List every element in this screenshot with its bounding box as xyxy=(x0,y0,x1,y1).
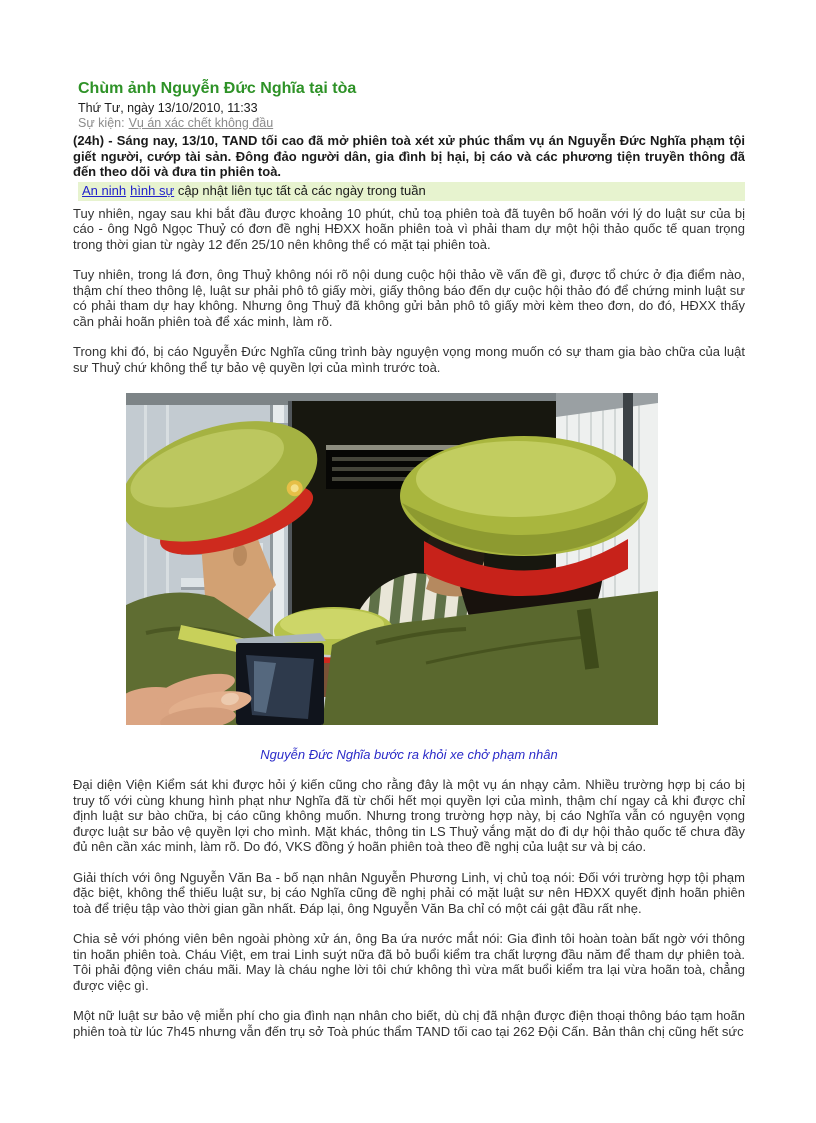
event-label: Sự kiện: xyxy=(78,116,125,130)
promo-link-an-ninh[interactable]: An ninh xyxy=(82,182,127,198)
paragraph: Một nữ luật sư bảo vệ miễn phí cho gia đình nạn nhân cho biết, dù chị đã nhận được điện thoại thông báo tạm hoãn phiên toà từ lúc 7h45 nhưng vẫn đến trụ sở Toà phúc thẩm TAND tối cao tại 262 Đội Cấn. Bản thân chị cũng hết sức xyxy=(73,1008,745,1039)
photo-camera-phone xyxy=(234,633,326,725)
paragraph: Giải thích với ông Nguyễn Văn Ba - bố nạn nhân Nguyễn Phương Linh, vị chủ toạ nói: Đối với trường hợp tội phạm đặc biệt, không thể thiếu luật sư, bị cáo Nghĩa cũng đề nghị phải có mặt luật sư nên HĐXX quyết định hoãn phiên toà để triệu tập vào thời gian gần nhất. Đáp lại, ông Nguyễn Văn Ba chỉ có một cái gật đầu rất nhẹ. xyxy=(73,869,745,916)
promo-text: cập nhật liên tục tất cả các ngày trong tuần xyxy=(174,182,426,198)
paragraph: Tuy nhiên, trong lá đơn, ông Thuỷ không nói rõ nội dung cuộc hội thảo về vấn đề gì, được tổ chức ở địa điểm nào, thậm chí theo thông lệ, luật sư phải phô tô giấy mời, giấy thông báo đến dự cuộc hội thảo đó để chứng minh luật sư có phải tham dự hay không. Nhưng ông Thuỷ đã không gửi bản phô tô giấy mời kèm theo đơn, do đó, HĐXX thấy cần phải hoãn phiên toà để xác minh, làm rõ. xyxy=(73,267,745,329)
paragraph: Chia sẻ với phóng viên bên ngoài phòng xử án, ông Ba ứa nước mắt nói: Gia đình tôi hoàn toàn bất ngờ với thông tin hoãn phiên toà. Cháu Việt, em trai Linh suýt nữa đã bỏ buổi kiểm tra chất lượng đầu năm để tham dự phiên toà. Tôi phải động viên cháu mãi. May là cháu nghe lời tôi chứ không thì vừa mất buổi kiểm tra lại vừa hoãn toà, chẳng được việc gì. xyxy=(73,931,745,993)
event-line xyxy=(78,116,745,131)
article-figure xyxy=(73,393,745,762)
paragraph: Tuy nhiên, ngay sau khi bắt đầu được khoảng 10 phút, chủ toạ phiên toà đã tuyên bố hoãn với lý do luật sư của bị cáo - ông Ngô Ngọc Thuỷ có đơn đề nghị HĐXX hoãn phiên toà vì phải tham dự một hội thảo quốc tế quan trọng trong thời gian từ ngày 12 đến 25/10 nên không thể có mặt tại phiên toà. xyxy=(73,205,745,252)
paragraph: Trong khi đó, bị cáo Nguyễn Đức Nghĩa cũng trình bày nguyện vọng mong muốn có sự tham gia bào chữa của luật sư Thuỷ chứ không thể tự bảo vệ quyền lợi của mình trước toà. xyxy=(73,344,745,375)
event-link[interactable]: Vụ án xác chết không đầu xyxy=(128,116,274,130)
photo-caption: Nguyễn Đức Nghĩa bước ra khỏi xe chở phạm nhân xyxy=(260,747,558,762)
article-date: Thứ Tư, ngày 13/10/2010, 11:33 xyxy=(78,101,258,115)
lead-paragraph: (24h) - Sáng nay, 13/10, TAND tối cao đã mở phiên toà xét xử phúc thẩm vụ án Nguyễn Đức Nghĩa phạm tội giết người, cướp tài sản. Đông đảo người dân, gia đình bị hại, bị cáo và các phương tiện truyền thông đã đến theo dõi và đưa tin phiên toà. xyxy=(73,133,745,179)
page-title: Chùm ảnh Nguyễn Đức Nghĩa tại tòa xyxy=(78,80,357,97)
promo-bar xyxy=(78,182,745,201)
article-photo xyxy=(126,393,658,725)
paragraph: Đại diện Viện Kiểm sát khi được hỏi ý kiến cũng cho rằng đây là một vụ án nhạy cảm. Nhiều trường hợp bị cáo bị truy tố với cùng khung hình phạt như Nghĩa đã từ chối hết mọi quyền lợi của mình, thậm chí ngay cả khi được chỉ định luật sư bào chữa, bị cáo cũng không muốn. Nhưng trong trường hợp này, bị cáo Nghĩa vẫn có nguyện vọng được luật sư bảo vệ quyền lợi cho mình. Mặt khác, thông tin LS Thuỷ vắng mặt do đi dự hội thảo quốc tế chưa đầy đủ nên cần xác minh, làm rõ. Do đó, VKS đồng ý hoãn phiên toà theo đề nghị của luật sư và bị cáo. xyxy=(73,777,745,854)
promo-link-hinh-su[interactable]: hình sự xyxy=(130,182,175,198)
